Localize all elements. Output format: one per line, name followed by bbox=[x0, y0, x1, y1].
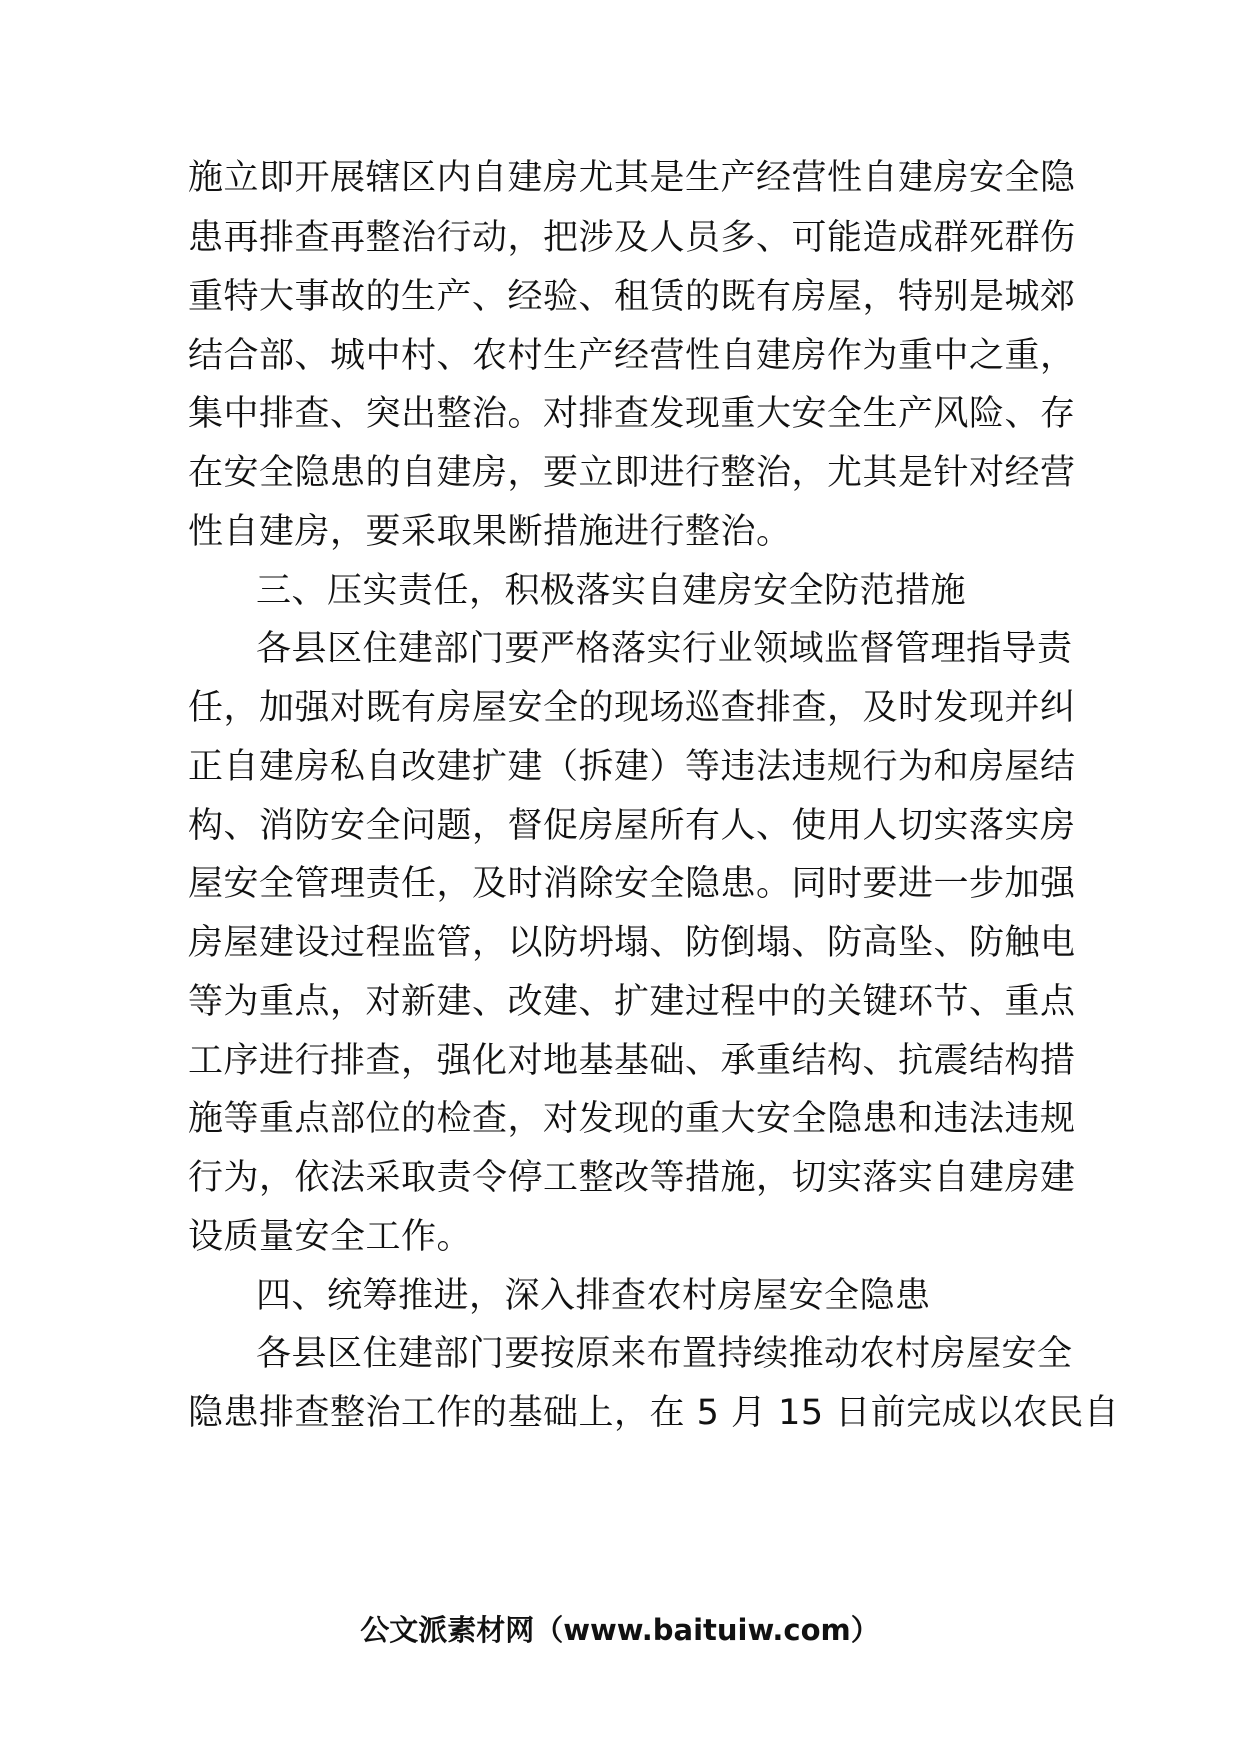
section-heading-3: 三、压实责任，积极落实自建房安全防范措施 bbox=[256, 571, 967, 611]
section-heading-4: 四、统筹推进，深入排查农村房屋安全隐患 bbox=[256, 1276, 931, 1316]
body-text-line: 构、消防安全问题，督促房屋所有人、使用人切实落实房 bbox=[188, 806, 1076, 846]
body-text-line: 工序进行排查，强化对地基基础、承重结构、抗震结构措 bbox=[188, 1041, 1076, 1081]
body-text-line: 房屋建设过程监管，以防坍塌、防倒塌、防高坠、防触电 bbox=[188, 923, 1076, 963]
body-text-line: 正自建房私自改建扩建（拆建）等违法违规行为和房屋结 bbox=[188, 747, 1076, 787]
body-text-line: 屋安全管理责任，及时消除安全隐患。同时要进一步加强 bbox=[188, 864, 1076, 904]
body-text-line: 集中排查、突出整治。对排查发现重大安全生产风险、存 bbox=[188, 394, 1076, 434]
body-text-line: 施等重点部位的检查，对发现的重大安全隐患和违法违规 bbox=[188, 1099, 1076, 1139]
body-text-line: 隐患排查整治工作的基础上，在 5 月 15 日前完成以农民自 bbox=[188, 1393, 1120, 1433]
footer-watermark: 公文派素材网（www.baituiw.com） bbox=[360, 1613, 880, 1647]
body-text-line: 各县区住建部门要按原来布置持续推动农村房屋安全 bbox=[256, 1334, 1073, 1374]
body-text-line: 施立即开展辖区内自建房尤其是生产经营性自建房安全隐 bbox=[188, 158, 1076, 198]
body-text-line: 各县区住建部门要严格落实行业领域监督管理指导责 bbox=[256, 629, 1073, 669]
body-text-line: 等为重点，对新建、改建、扩建过程中的关键环节、重点 bbox=[188, 982, 1076, 1022]
body-text-line: 在安全隐患的自建房，要立即进行整治，尤其是针对经营 bbox=[188, 453, 1076, 493]
body-text-line: 性自建房，要采取果断措施进行整治。 bbox=[188, 512, 792, 552]
body-text-line: 行为，依法采取责令停工整改等措施，切实落实自建房建 bbox=[188, 1158, 1076, 1198]
body-text-line: 患再排查再整治行动，把涉及人员多、可能造成群死群伤 bbox=[188, 218, 1076, 258]
body-text-line: 任，加强对既有房屋安全的现场巡查排查，及时发现并纠 bbox=[188, 688, 1076, 728]
body-text-line: 重特大事故的生产、经验、租赁的既有房屋，特别是城郊 bbox=[188, 277, 1076, 317]
body-text-line: 设质量安全工作。 bbox=[188, 1217, 473, 1257]
body-text-line: 结合部、城中村、农村生产经营性自建房作为重中之重， bbox=[188, 336, 1076, 376]
